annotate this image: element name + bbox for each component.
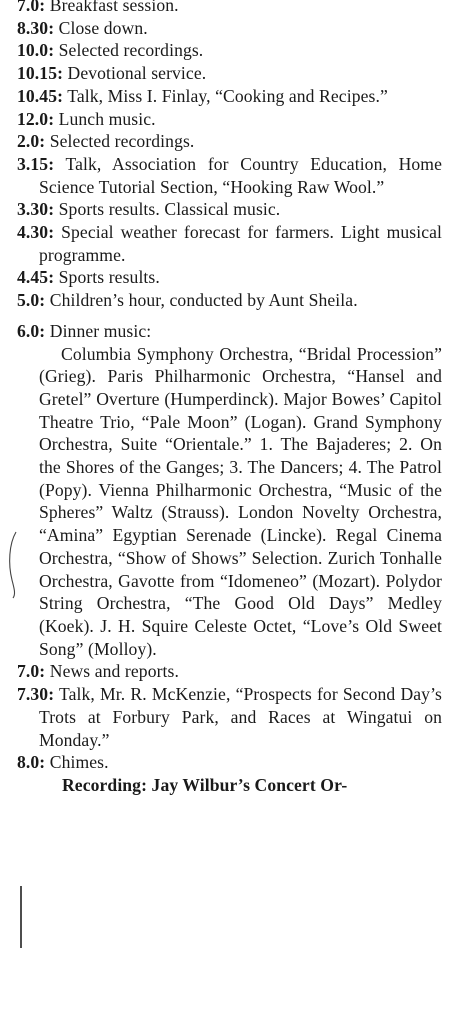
schedule-entry	[17, 198, 442, 221]
entry-time: 3.30:	[17, 199, 55, 220]
entry-time: 2.0:	[17, 131, 46, 152]
entry-time: 7.30:	[17, 684, 55, 705]
entry-time: 8.30:	[17, 17, 55, 38]
schedule-entry	[17, 62, 442, 85]
entry-text: Special weather forecast for farmers. Light musical programme.	[39, 222, 443, 265]
schedule-entry	[17, 108, 442, 131]
entry-time: 6.0:	[17, 320, 46, 341]
recording-text: Jay Wilbur’s Concert Or-	[151, 774, 348, 795]
entry-time: 3.15:	[17, 153, 55, 174]
schedule-entry	[17, 266, 442, 289]
programme-column	[17, 0, 442, 797]
entry-time: 8.0:	[17, 752, 46, 773]
entry-time: 4.30:	[17, 222, 55, 243]
entry-text: Lunch music.	[58, 108, 156, 129]
entry-time: 4.45:	[17, 267, 55, 288]
dinner-music-heading	[17, 320, 442, 343]
entry-time: 5.0:	[17, 290, 46, 311]
schedule-entry	[17, 39, 442, 62]
schedule-entry	[17, 0, 442, 17]
dinner-music-programme	[17, 343, 442, 661]
schedule-entry	[17, 289, 442, 312]
entry-time: 10.45:	[17, 85, 64, 106]
entry-text: Talk, Mr. R. McKenzie, “Prospects for Second Day’s Trots at Forbury Park, and Races at Wingatui on Monday.”	[39, 684, 442, 750]
entry-text: Breakfast session.	[49, 0, 179, 15]
schedule-entry	[17, 17, 442, 40]
schedule-entry	[17, 221, 442, 266]
dinner-music-text: Columbia Symphony Orchestra, “Bridal Procession” (Grieg). Paris Philharmonic Orchestra, “Hansel and Gretel” Overture (Humperdinck). Major Bowes’ Capitol Theatre Trio, “Pale Moon” (Logan). Grand Symphony Orchestra, Suite “Orientale.” 1. The Bajaderes; 2. On the Shores of the Ganges; 3. The Dancers; 4. The Patrol (Popy). Vienna Philharmonic Orchestra, “Music of the Spheres” Waltz (Strauss). London Novelty Orchestra, “Amina” Egyptian Serenade (Lincke). Regal Cinema Orchestra, “Show of Shows” Selection. Zurich Tonhalle Orchestra, Gavotte from “Idomeneo” (Mozart). Polydor String Orchestra, “The Good Old Days” Medley (Koek). J. H. Squire Celeste Octet, “Love’s Old Sweet Song” (Molloy).	[39, 343, 442, 659]
entry-text: Devotional service.	[67, 63, 207, 84]
entry-text: Talk, Miss I. Finlay, “Cooking and Recipes.”	[67, 85, 388, 106]
entry-time: 7.0:	[17, 661, 46, 682]
entry-text: Close down.	[58, 17, 148, 38]
recording-entry	[17, 774, 442, 797]
schedule-entry	[17, 130, 442, 153]
entry-time: 10.15:	[17, 63, 64, 84]
schedule-entry	[17, 683, 442, 751]
margin-vertical-mark	[18, 886, 24, 950]
entry-time: 7.0:	[17, 0, 46, 15]
entry-text: Sports results. Classical music.	[58, 199, 281, 220]
entry-text: Chimes.	[49, 752, 109, 773]
schedule-entry	[17, 751, 442, 774]
entry-text: Sports results.	[58, 267, 160, 288]
recording-label: Recording:	[62, 774, 148, 795]
entry-text: Selected recordings.	[49, 131, 195, 152]
entry-text: Selected recordings.	[58, 40, 204, 61]
schedule-entry	[17, 153, 442, 198]
entry-text: Children’s hour, conducted by Aunt Sheila.	[49, 290, 358, 311]
entry-text: Dinner music:	[49, 320, 152, 341]
entry-time: 10.0:	[17, 40, 55, 61]
schedule-entry	[17, 85, 442, 108]
schedule-entry	[17, 660, 442, 683]
entry-text: News and reports.	[49, 661, 179, 682]
entry-time: 12.0:	[17, 108, 55, 129]
entry-text: Talk, Association for Country Education, Home Science Tutorial Section, “Hooking Raw Wool.”	[39, 153, 442, 197]
